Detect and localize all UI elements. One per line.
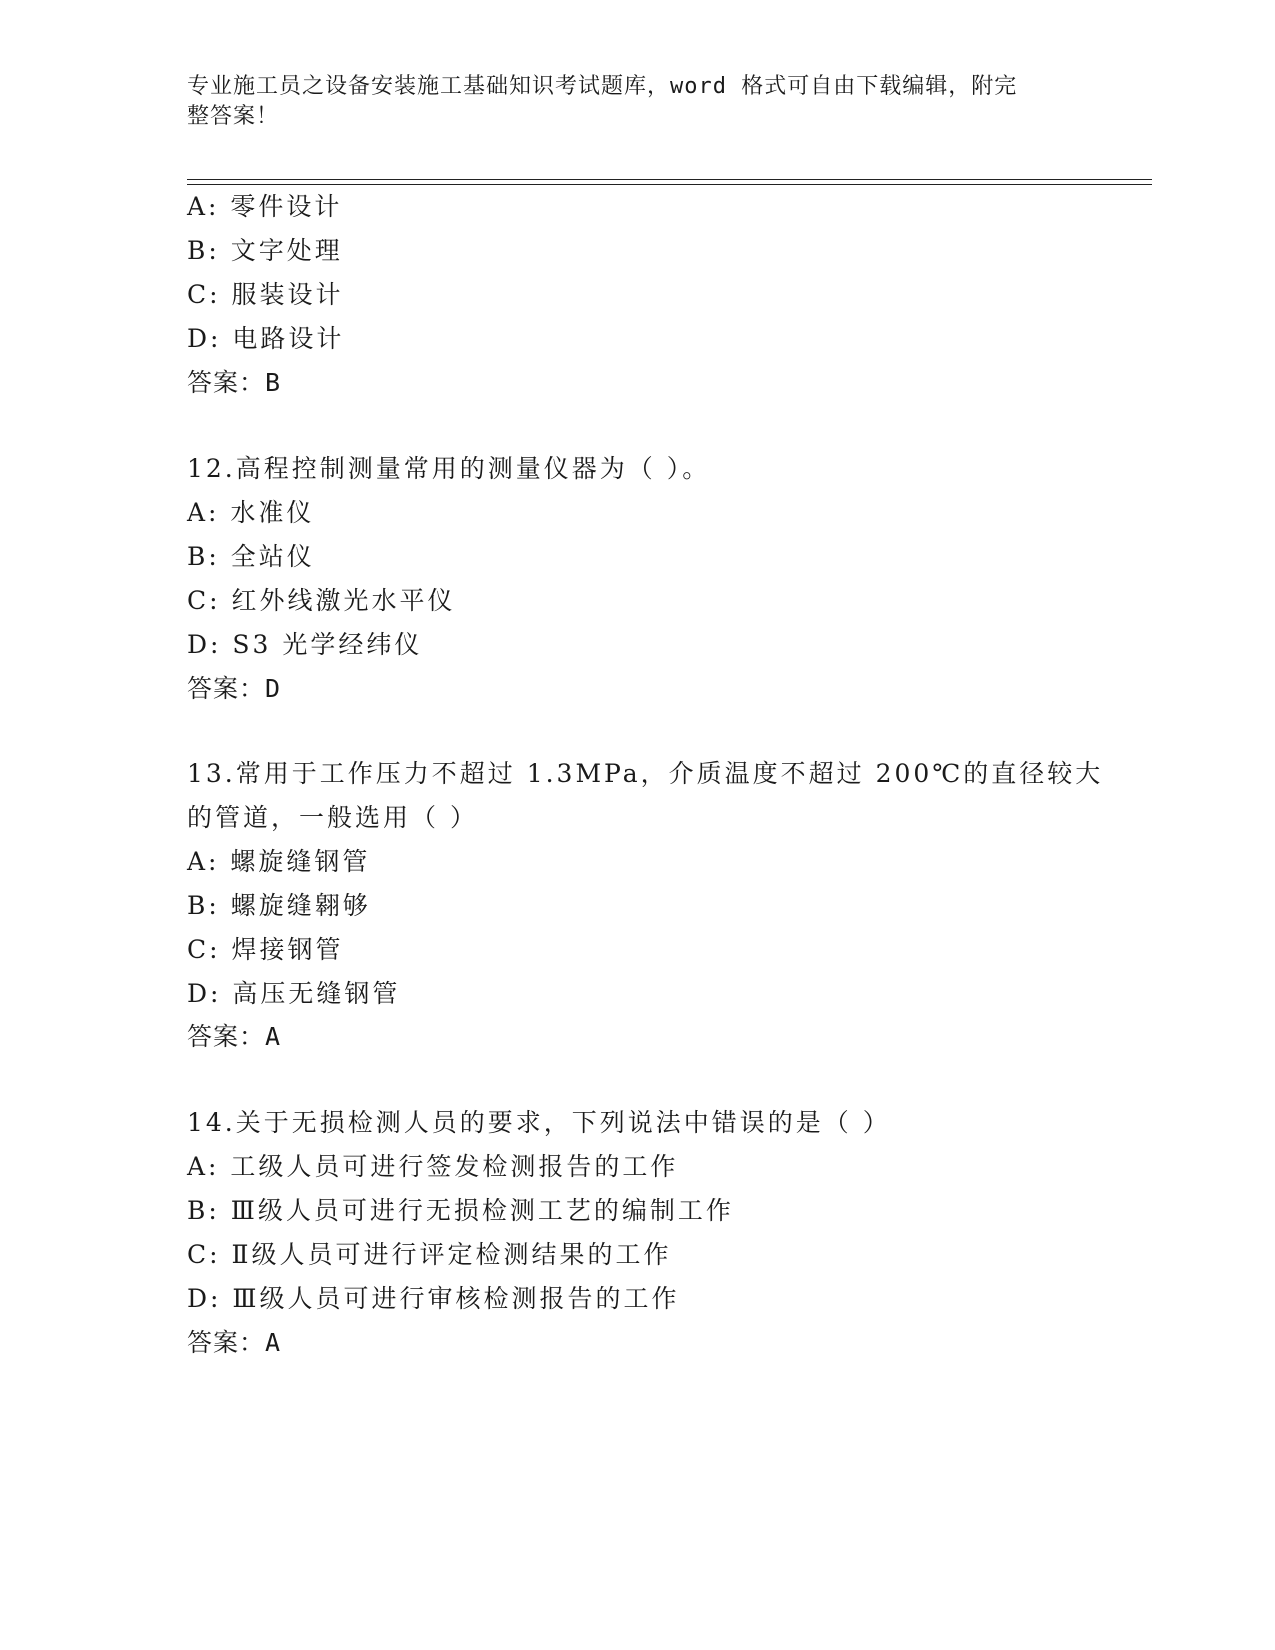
q11-option-d: D: 电路设计 [187,324,345,353]
q13-question-line-2: 的管道，一般选用（ ） [187,803,478,832]
document-header [187,72,1067,132]
header-line-2: 整答案！ [187,104,280,129]
q12-question: 12.高程控制测量常用的测量仪器为（ ）。 [187,454,711,483]
q14-question: 14.关于无损检测人员的要求，下列说法中错误的是（ ） [187,1108,891,1137]
q13-option-b: B: 螺旋缝翱够 [187,891,371,920]
q14-answer: 答案：A [187,1328,282,1357]
q11-option-c: C: 服装设计 [187,280,344,309]
q11-option-b: B: 文字处理 [187,236,343,265]
header-divider-bottom [187,184,1152,185]
header-divider-top [187,179,1152,180]
q11-answer: 答案：B [187,368,282,397]
q12-option-d: D: S3 光学经纬仪 [187,630,423,659]
q12-option-a: A: 水准仪 [187,498,315,527]
q13-question-line-1: 13.常用于工作压力不超过 1.3MPa，介质温度不超过 200℃的直径较大 [187,759,1104,788]
q14-option-d: D: Ⅲ级人员可进行审核检测报告的工作 [187,1284,680,1313]
q13-option-a: A: 螺旋缝钢管 [187,847,371,876]
q14-option-b: B: Ⅲ级人员可进行无损检测工艺的编制工作 [187,1196,734,1225]
header-line-1: 专业施工员之设备安装施工基础知识考试题库，word 格式可自由下载编辑，附完 [187,74,1018,99]
q13-option-c: C: 焊接钢管 [187,935,344,964]
q12-option-b: B: 全站仪 [187,542,315,571]
q11-option-a: A: 零件设计 [187,192,343,221]
q14-option-c: C: Ⅱ级人员可进行评定检测结果的工作 [187,1240,672,1269]
q13-option-d: D: 高压无缝钢管 [187,979,401,1008]
q14-option-a: A: 工级人员可进行签发检测报告的工作 [187,1152,679,1181]
q13-answer: 答案：A [187,1022,282,1051]
q12-answer: 答案：D [187,674,282,703]
q12-option-c: C: 红外线激光水平仪 [187,586,456,615]
